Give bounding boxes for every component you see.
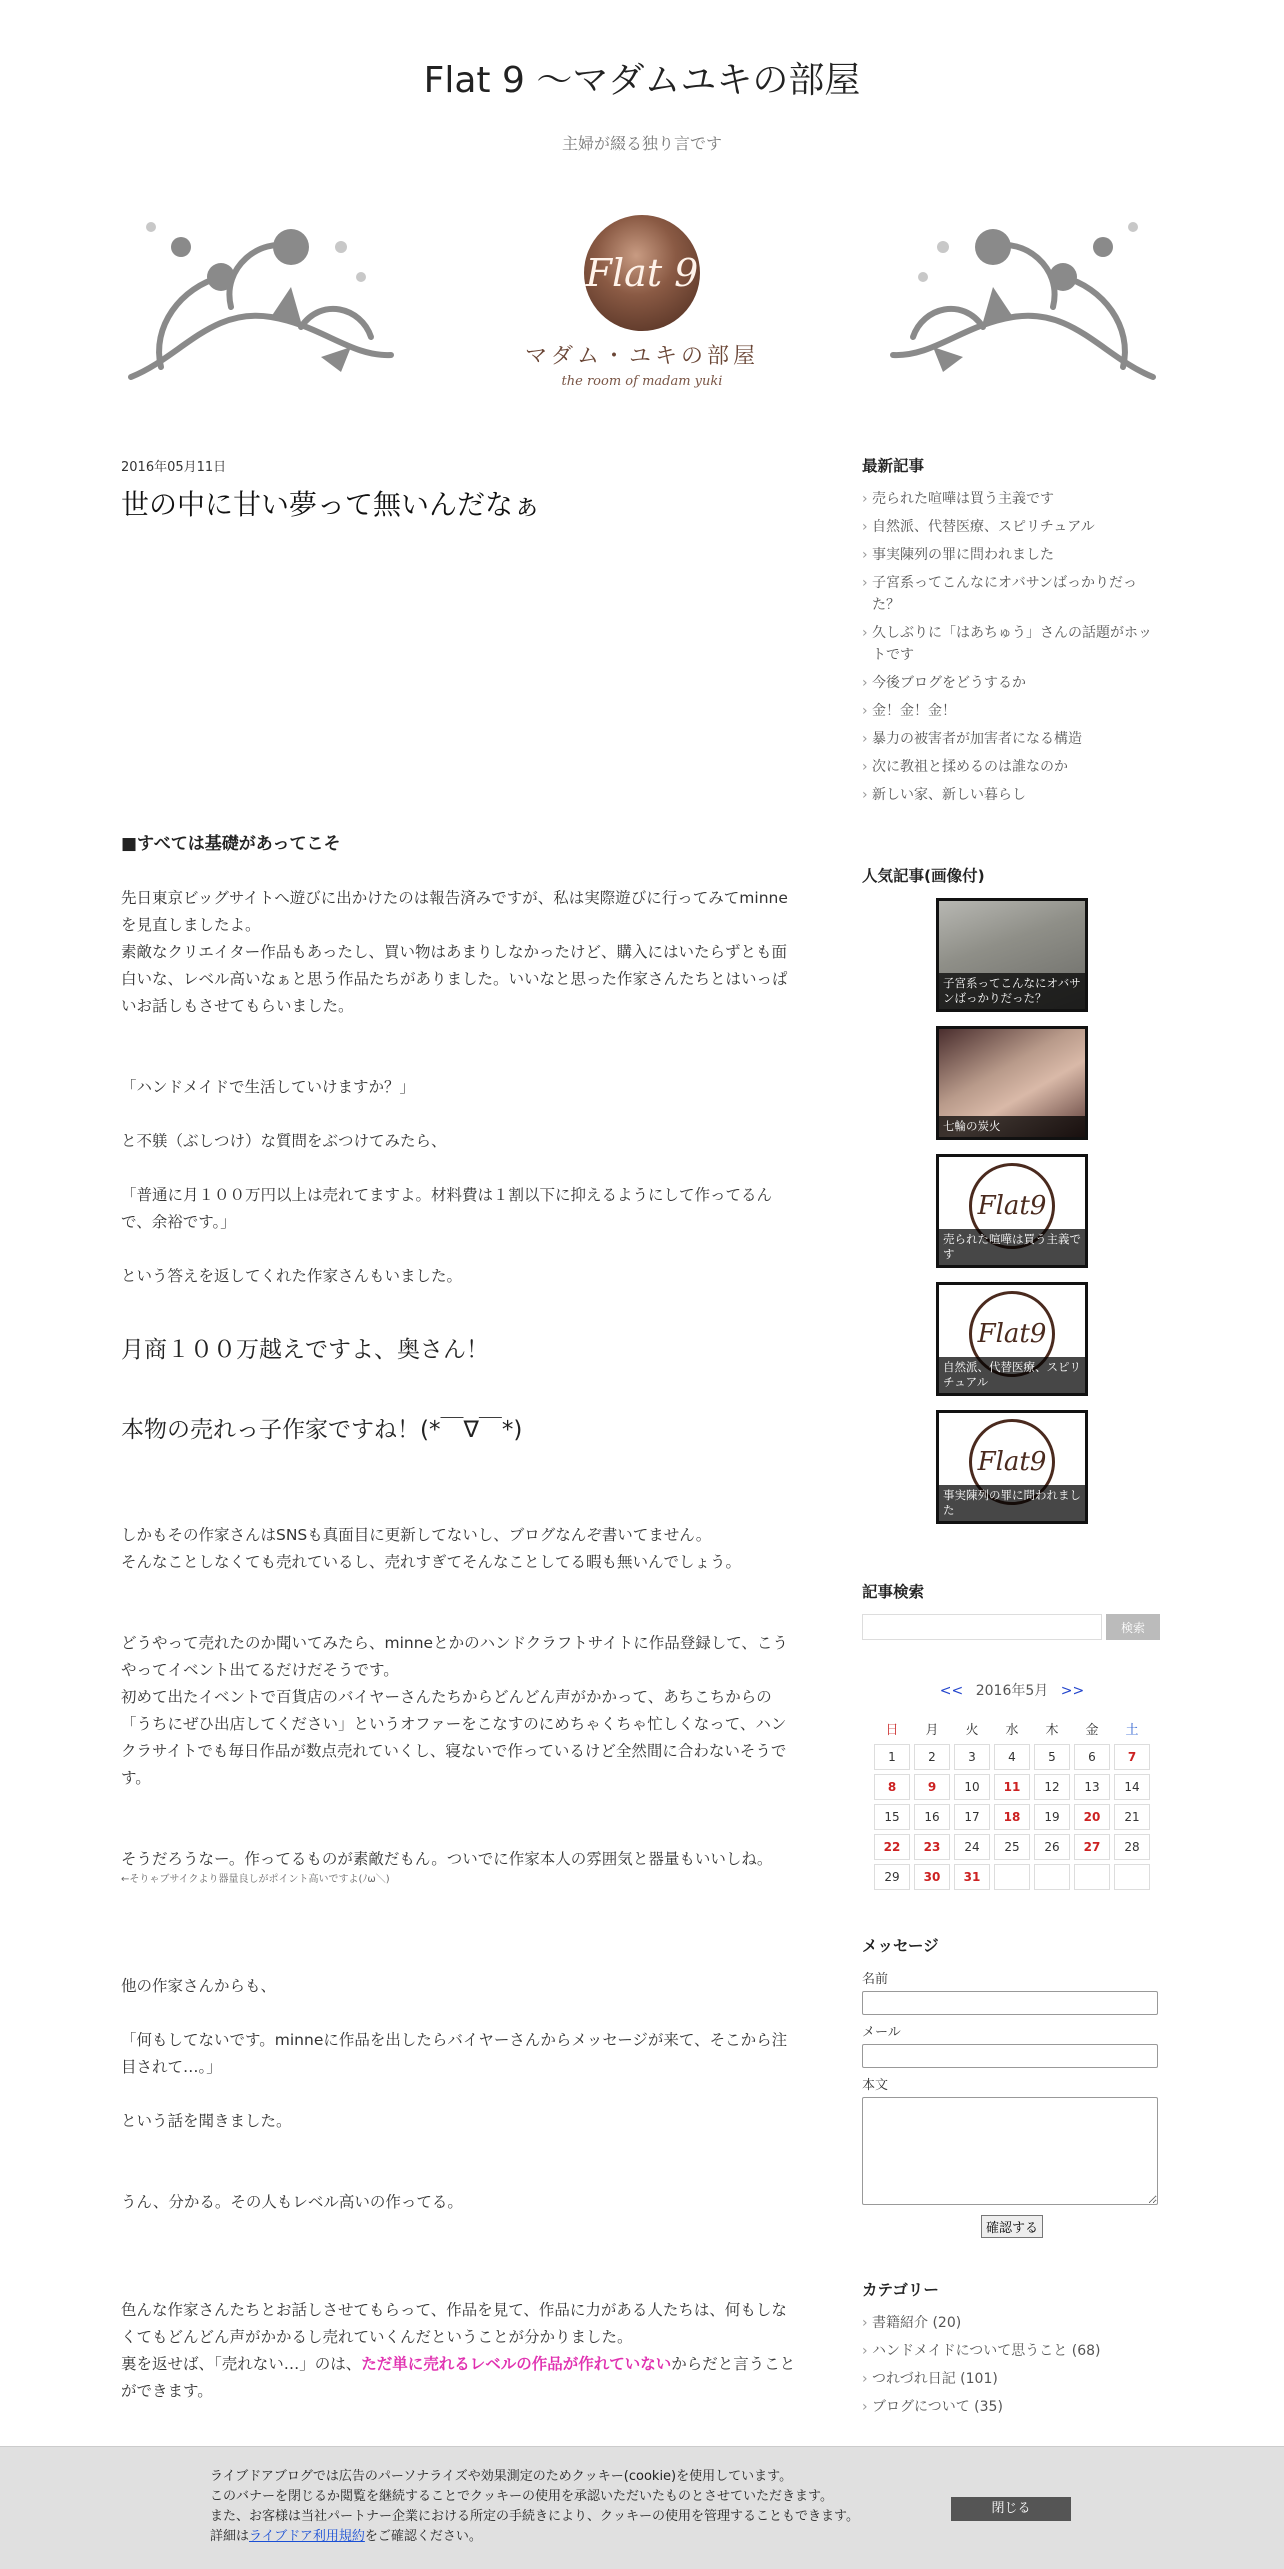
popular-post-card[interactable] <box>936 1410 1088 1524</box>
calendar-day: 16 <box>914 1804 950 1830</box>
popular-post-card[interactable] <box>936 1026 1088 1140</box>
popular-post-card[interactable] <box>936 1282 1088 1396</box>
calendar-day: 21 <box>1114 1804 1150 1830</box>
calendar-day: 13 <box>1074 1774 1110 1800</box>
text-span: をご確認ください。 <box>364 2529 482 2544</box>
calendar-day: 28 <box>1114 1834 1150 1860</box>
search-form <box>862 1614 1162 1640</box>
name-label: 名前 <box>862 1972 889 1987</box>
article-paragraph: 先日東京ビッグサイトへ遊びに出かけたのは報告済みですが、私は実際遊びに行ってみてminneを見直しましたよ。 <box>121 889 788 934</box>
article-paragraph: 色んな作家さんたちとお話しさせてもらって、作品を見て、作品に力がある人たちは、何もしなくてもどんどん声がかかるし売れていくんだということが分かりました。 <box>121 2301 787 2346</box>
popular-post-caption: 自然派、代替医療、スピリチュアル <box>939 1357 1085 1393</box>
calendar-day[interactable]: 7 <box>1114 1744 1150 1770</box>
calendar-day[interactable]: 27 <box>1074 1834 1110 1860</box>
email-field[interactable] <box>862 2044 1158 2068</box>
calendar-month: 2016年5月 <box>975 1683 1049 1699</box>
logo-text: マダム・ユキの部屋 <box>524 344 759 369</box>
popular-post-caption: 子宮系ってこんなにオバサンばっかりだった？ <box>939 973 1085 1009</box>
calendar-day[interactable]: 11 <box>994 1774 1030 1800</box>
category-link[interactable]: › ブログについて (35) <box>862 2396 1162 2418</box>
search-input[interactable] <box>862 1614 1102 1640</box>
site-header <box>0 0 1284 154</box>
category-list <box>862 2312 1162 2418</box>
article-paragraph <box>121 2351 797 2405</box>
header-banner[interactable] <box>121 207 1163 397</box>
calendar-day[interactable]: 9 <box>914 1774 950 1800</box>
popular-post-caption: 七輪の炭火 <box>939 1116 1085 1137</box>
recent-posts-list <box>862 488 1162 806</box>
calendar-day: 14 <box>1114 1774 1150 1800</box>
article-paragraph: 素敵なクリエイター作品もあったし、買い物はあまりしなかったけど、購入にはいたらずとも面白いな、レベル高いなぁと思う作品たちがありました。いいなと思った作家さんたちとはいっぱいお話しもさせてもらいました。 <box>121 943 788 1015</box>
popular-post-card[interactable] <box>936 898 1088 1012</box>
recent-post-link[interactable]: › 久しぶりに「はあちゅう」さんの話題がホットです <box>862 622 1162 666</box>
calendar-day[interactable]: 22 <box>874 1834 910 1860</box>
calendar-day: 29 <box>874 1864 910 1890</box>
calendar-day[interactable]: 23 <box>914 1834 950 1860</box>
logo-script: Flat 9 <box>585 251 699 295</box>
calendar-day: 15 <box>874 1804 910 1830</box>
article <box>121 454 797 2405</box>
emphasis-line: 本物の売れっ子作家ですね！(*￣∇￣*) <box>121 1417 523 1443</box>
aside-note: ←そりゃブサイクより器量良しがポイント高いですよ(ﾉω＼) <box>121 1874 390 1885</box>
article-paragraph: と不躾（ぶしつけ）な質問をぶつけてみたら、 <box>121 1132 447 1150</box>
weekday-header: 木 <box>1045 1722 1059 1738</box>
article-paragraph: 他の作家さんからも、 <box>121 1977 277 1995</box>
site-logo[interactable] <box>501 207 783 397</box>
article-paragraph: という話を聞きました。 <box>121 2112 292 2130</box>
calendar-day: 10 <box>954 1774 990 1800</box>
calendar-day <box>1114 1864 1150 1890</box>
floral-ornament-left <box>121 207 397 397</box>
calendar-day: 2 <box>914 1744 950 1770</box>
thumbnail-logo-text: Flat9 <box>977 1191 1047 1221</box>
article-paragraph: どうやって売れたのか聞いてみたら、minneとかのハンドクラフトサイトに作品登録して、こうやってイベント出てるだけだそうです。 <box>121 1634 788 1679</box>
article-paragraph: という答えを返してくれた作家さんもいました。 <box>121 1267 463 1285</box>
sidebar <box>862 454 1162 2424</box>
calendar-day: 1 <box>874 1744 910 1770</box>
cookie-line <box>210 2527 859 2547</box>
calendar-day[interactable]: 8 <box>874 1774 910 1800</box>
article-paragraph: 「普通に月１００万円以上は売れてますよ。材料費は１割以下に抑えるようにして作ってるんで、余裕です。」 <box>121 1186 773 1231</box>
calendar-day <box>1074 1864 1110 1890</box>
calendar-day: 24 <box>954 1834 990 1860</box>
article-paragraph: 「ハンドメイドで生活していけますか？」 <box>121 1078 416 1096</box>
logo-subtitle: the room of madam yuki <box>561 374 723 389</box>
text-span: からだと言うことができます。 <box>121 2355 796 2400</box>
calendar-day: 26 <box>1034 1834 1070 1860</box>
search-title: 記事検索 <box>862 1583 925 1601</box>
message-title: メッセージ <box>862 1937 939 1955</box>
cookie-banner <box>0 2446 1284 2569</box>
weekday-header: 水 <box>1005 1722 1019 1738</box>
calendar-day[interactable]: 30 <box>914 1864 950 1890</box>
calendar-nav <box>862 1680 1162 1700</box>
weekday-header: 土 <box>1125 1722 1139 1738</box>
cookie-line: このバナーを閉じるか閲覧を継続することでクッキーの使用を承認いただいたものとさせていただきます。 <box>210 2489 833 2504</box>
floral-ornament-right <box>887 207 1163 397</box>
recent-posts-title: 最新記事 <box>862 457 925 475</box>
cookie-text <box>210 2467 859 2547</box>
thumbnail-logo-text: Flat9 <box>977 1447 1047 1477</box>
calendar-day[interactable]: 18 <box>994 1804 1030 1830</box>
recent-post-link[interactable]: › 金！金！金！ <box>862 700 1162 722</box>
category-link[interactable]: › つれづれ日記 (101) <box>862 2368 1162 2390</box>
text-span: 詳細は <box>210 2529 250 2544</box>
calendar-day <box>1034 1864 1070 1890</box>
article-paragraph: しかもその作家さんはSNSも真面目に更新してないし、ブログなんぞ書いてません。 <box>121 1526 712 1544</box>
article-paragraph: そうだろうなー。作ってるものが素敵だもん。ついでに作家本人の雰囲気と器量もいいしね。 <box>121 1850 773 1868</box>
site-title[interactable]: Flat 9 〜マダムユキの部屋 <box>423 60 861 101</box>
confirm-button[interactable]: 確認する <box>981 2215 1043 2238</box>
logo-emblem <box>584 215 700 331</box>
recent-post-link[interactable]: › 次に教祖と揉めるのは誰なのか <box>862 756 1162 778</box>
calendar-day <box>994 1864 1030 1890</box>
calendar-day[interactable]: 20 <box>1074 1804 1110 1830</box>
calendar-day[interactable]: 31 <box>954 1864 990 1890</box>
emphasis-line: 月商１００万越えですよ、奥さん！ <box>121 1337 489 1363</box>
section-heading: ■すべては基礎があってこそ <box>121 834 341 854</box>
calendar-day: 6 <box>1074 1744 1110 1770</box>
weekday-header: 火 <box>965 1722 979 1738</box>
message-body-field[interactable] <box>862 2097 1158 2205</box>
terms-link[interactable]: ライブドア利用規約 <box>249 2529 365 2544</box>
post-title[interactable]: 世の中に甘い夢って無いんだなぁ <box>121 488 542 521</box>
article-paragraph: 「何もしてないです。minneに作品を出したらバイヤーさんからメッセージが来て、そこから注目されて…。」 <box>121 2031 788 2076</box>
category-title: カテゴリー <box>862 2281 939 2299</box>
recent-post-link[interactable]: › 売られた喧嘩は買う主義です <box>862 488 1162 510</box>
search-button[interactable]: 検索 <box>1106 1614 1160 1640</box>
body-label: 本文 <box>862 2078 889 2093</box>
calendar-prev-link[interactable]: << <box>939 1683 964 1699</box>
calendar-day: 19 <box>1034 1804 1070 1830</box>
weekday-header: 月 <box>925 1722 939 1738</box>
calendar-day: 3 <box>954 1744 990 1770</box>
post-date: 2016年05月11日 <box>121 460 227 475</box>
popular-post-caption: 事実陳列の罪に問われました <box>939 1485 1085 1521</box>
cookie-line: また、お客様は当社パートナー企業における所定の手続きにより、クッキーの使用を管理することもできます。 <box>210 2509 859 2524</box>
email-label: メール <box>862 2025 901 2040</box>
article-paragraph: 初めて出たイベントで百貨店のバイヤーさんたちからどんどん声がかかって、あちこちからの「うちにぜひ出店してください」というオファーをこなすのにめちゃくちゃ忙しくなって、ハンクラサイトでも毎日作品が数点売れていくし、寝ないで作っているけど全然間に合わないそうです。 <box>121 1688 787 1787</box>
category-link[interactable]: › ハンドメイドについて思うこと (68) <box>862 2340 1162 2362</box>
name-field[interactable] <box>862 1991 1158 2015</box>
cookie-close-button[interactable]: 閉じる <box>951 2497 1071 2521</box>
highlighted-text: ただ単に売れるレベルの作品が作れていない <box>361 2355 672 2373</box>
recent-post-link[interactable]: › 事実陳列の罪に問われました <box>862 544 1162 566</box>
weekday-header: 金 <box>1085 1722 1099 1738</box>
thumbnail-logo-text: Flat9 <box>977 1319 1047 1349</box>
weekday-header: 日 <box>885 1722 899 1738</box>
calendar-day: 4 <box>994 1744 1030 1770</box>
recent-post-link[interactable]: › 暴力の被害者が加害者になる構造 <box>862 728 1162 750</box>
calendar-day: 17 <box>954 1804 990 1830</box>
recent-post-link[interactable]: › 新しい家、新しい暮らし <box>862 784 1162 806</box>
calendar-next-link[interactable]: >> <box>1060 1683 1085 1699</box>
calendar-day: 25 <box>994 1834 1030 1860</box>
calendar-day: 12 <box>1034 1774 1070 1800</box>
recent-post-link[interactable]: › 今後ブログをどうするか <box>862 672 1162 694</box>
article-paragraph: そんなことしなくても売れているし、売れすぎてそんなことしてる暇も無いんでしょう。 <box>121 1553 742 1571</box>
article-paragraph: うん、分かる。その人もレベル高いの作ってる。 <box>121 2193 463 2211</box>
popular-post-caption: 売られた喧嘩は買う主義です <box>939 1229 1085 1265</box>
category-link[interactable]: › 書籍紹介 (20) <box>862 2312 1162 2334</box>
calendar-day: 5 <box>1034 1744 1070 1770</box>
calendar-table <box>870 1712 1154 1894</box>
cookie-line: ライブドアブログでは広告のパーソナライズや効果測定のためクッキー(cookie)を使用しています。 <box>210 2469 793 2484</box>
recent-post-link[interactable]: › 自然派、代替医療、スピリチュアル <box>862 516 1162 538</box>
text-span: 裏を返せば、「売れない…」のは、 <box>121 2355 362 2373</box>
popular-posts-title: 人気記事(画像付) <box>862 867 985 885</box>
recent-post-link[interactable]: › 子宮系ってこんなにオバサンばっかりだった？ <box>862 572 1162 616</box>
popular-post-card[interactable] <box>936 1154 1088 1268</box>
site-description: 主婦が綴る独り言です <box>561 134 722 153</box>
